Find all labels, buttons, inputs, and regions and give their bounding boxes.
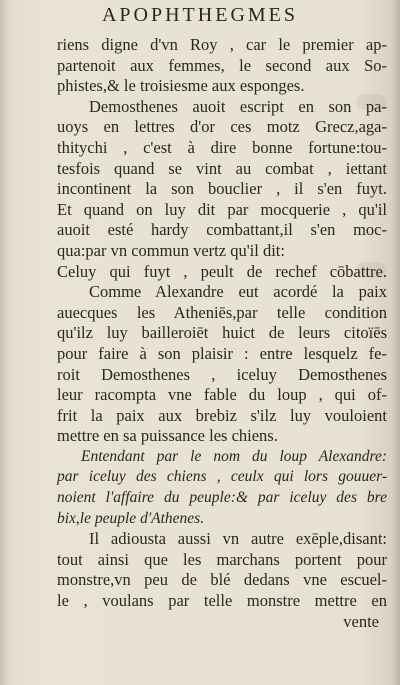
note-line: noient l'affaire du peuple:& par iceluy des bre [57, 489, 387, 507]
text-line: qu'ilz luy bailleroiēt huict de leurs citoïēs [57, 323, 387, 343]
text-line: uoys en lettres d'or ces motz Grecz,aga- [57, 117, 387, 137]
text-line: tesfois quand se vint au combat , iettant [57, 158, 387, 178]
text-line: frit la paix aux brebiz s'ilz luy vouloient [57, 405, 387, 425]
text-line: Il adiousta aussi vn autre exēple,disant: [89, 529, 387, 549]
text-line: Comme Alexandre eut acordé la paix [89, 282, 387, 302]
text-line: thitychi , c'est à dire bonne fortune:tou- [57, 137, 387, 157]
running-title: APOPHTHEGMES [101, 4, 299, 26]
text-line: monstre,vn peu de blé dedans vne escuel- [57, 570, 387, 590]
text-line: partenoit aux femmes, le second aux So- [57, 55, 387, 75]
note-line: par iceluy des chiens , ceulx qui lors gouuer- [57, 468, 387, 486]
note-line: Entendant par le nom du loup Alexandre: [81, 447, 387, 465]
text-line: Celuy qui fuyt , peult de rechef cōbattre. [57, 261, 387, 281]
catchword: vente [343, 611, 379, 631]
text-line: Et quand on luy dit par mocquerie , qu'il [57, 199, 387, 219]
text-line: mettre en sa puissance les chiens. [57, 426, 278, 446]
text-line: riens digne d'vn Roy , car le premier ap- [57, 35, 387, 54]
text-line: incontinent la son bouclier , il s'en fuyt. [57, 179, 387, 199]
text-line: Demosthenes auoit escript en son pa- [89, 96, 387, 116]
text-line: leur racompta vne fable du loup , qui of- [57, 385, 387, 405]
text-line: phistes,& le troisiesme aux esponges. [57, 76, 305, 96]
text-line: roit Demosthenes , iceluy Demosthenes [57, 364, 387, 384]
text-line: le , voulans par telle monstre mettre en [57, 591, 387, 611]
text-line: tout ainsi que les marchans portent pour [57, 549, 387, 569]
text-line: auecques les Atheniēs,par telle condition [57, 302, 387, 322]
note-line: bix,le peuple d'Athenes. [57, 509, 205, 527]
text-line: qua:par vn commun vertz qu'il dit: [57, 240, 285, 260]
body-text [57, 35, 387, 632]
text-line: pour faire à son plaisir : entre lesquelz fe- [57, 343, 387, 363]
text-line: auoit esté hardy combattant,il s'en moc- [57, 220, 387, 240]
